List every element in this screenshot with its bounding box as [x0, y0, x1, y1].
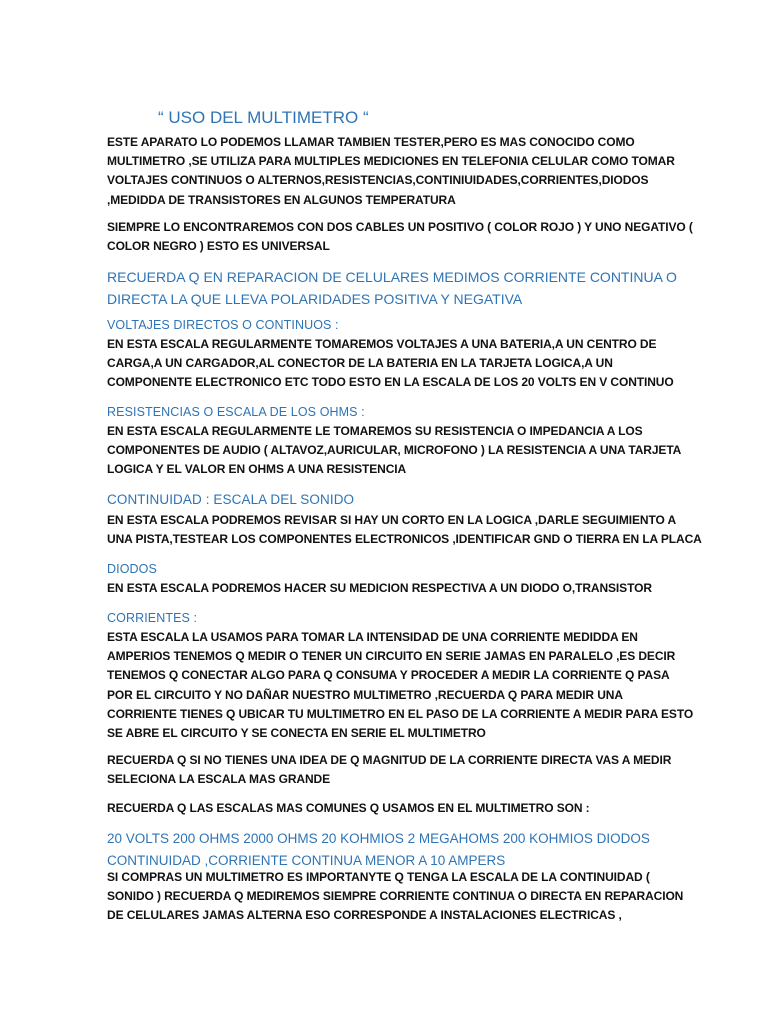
- paragraph-line: POR EL CIRCUITO Y NO DAÑAR NUESTRO MULTIMETRO ,RECUERDA Q PARA MEDIR UNA: [107, 687, 623, 702]
- reminder-line: RECUERDA Q EN REPARACION DE CELULARES MEDIMOS CORRIENTE CONTINUA O: [107, 269, 677, 285]
- section-heading-voltajes: VOLTAJES DIRECTOS O CONTINUOS :: [107, 318, 339, 332]
- paragraph-line: EN ESTA ESCALA REGULARMENTE TOMAREMOS VOLTAJES A UNA BATERIA,A UN CENTRO DE: [107, 337, 657, 351]
- resistencias-paragraph: [107, 422, 682, 480]
- paragraph-line: TENEMOS Q CONECTAR ALGO PARA Q CONSUMA Y PROCEDER A MEDIR LA CORRIENTE Q PASA: [107, 668, 670, 683]
- diodos-paragraph: [107, 579, 667, 598]
- reminder-scales-paragraph: [107, 799, 667, 818]
- section-heading-resistencias: RESISTENCIAS O ESCALA DE LOS OHMS :: [107, 405, 365, 419]
- scales-line: CONTINUIDAD ,CORRIENTE CONTINUA MENOR A 10 AMPERS: [107, 852, 506, 868]
- section-heading-corrientes: CORRIENTES :: [107, 611, 198, 625]
- paragraph-line: EN ESTA ESCALA REGULARMENTE LE TOMAREMOS SU RESISTENCIA O IMPEDANCIA A LOS: [107, 424, 643, 438]
- paragraph-line: LOGICA Y EL VALOR EN OHMS A UNA RESISTENCIA: [107, 462, 407, 477]
- paragraph-line: ,MEDIDDA DE TRANSISTORES EN ALGUNOS TEMPERATURA: [107, 192, 456, 207]
- paragraph-line: ESTE APARATO LO PODEMOS LLAMAR TAMBIEN TESTER,PERO ES MAS CONOCIDO COMO: [107, 135, 635, 149]
- intro-paragraph: [107, 133, 675, 210]
- paragraph-line: VOLTAJES CONTINUOS O ALTERNOS,RESISTENCIAS,CONTINIUIDADES,CORRIENTES,DIODOS: [107, 173, 649, 188]
- paragraph-line: ESTA ESCALA LA USAMOS PARA TOMAR LA INTENSIDAD DE UNA CORRIENTE MEDIDDA EN: [107, 630, 638, 644]
- continuidad-paragraph: [107, 511, 702, 549]
- paragraph-line: RECUERDA Q SI NO TIENES UNA IDEA DE Q MAGNITUD DE LA CORRIENTE DIRECTA VAS A MEDIR: [107, 753, 672, 767]
- paragraph-line: SIEMPRE LO ENCONTRAREMOS CON DOS CABLES UN POSITIVO ( COLOR ROJO ) Y UNO NEGATIVO (: [107, 220, 693, 234]
- paragraph-line: COMPONENTES DE AUDIO ( ALTAVOZ,AURICULAR, MICROFONO ) LA RESISTENCIA A UNA TARJETA: [107, 443, 682, 458]
- paragraph-line: RECUERDA Q LAS ESCALAS MAS COMUNES Q USAMOS EN EL MULTIMETRO SON :: [107, 801, 590, 815]
- reminder-magnitude-paragraph: [107, 751, 672, 789]
- cables-paragraph: [107, 218, 693, 256]
- section-heading-continuidad: CONTINUIDAD : ESCALA DEL SONIDO: [107, 492, 355, 507]
- paragraph-line: EN ESTA ESCALA PODREMOS HACER SU MEDICION RESPECTIVA A UN DIODO O,TRANSISTOR: [107, 581, 652, 595]
- scales-list: [107, 828, 667, 871]
- paragraph-line: CARGA,A UN CARGADOR,AL CONECTOR DE LA BATERIA EN LA TARJETA LOGICA,A UN: [107, 356, 613, 371]
- paragraph-line: DE CELULARES JAMAS ALTERNA ESO CORRESPONDE A INSTALACIONES ELECTRICAS ,: [107, 908, 622, 923]
- paragraph-line: MULTIMETRO ,SE UTILIZA PARA MULTIPLES MEDICIONES EN TELEFONIA CELULAR COMO TOMAR: [107, 154, 675, 169]
- section-heading-diodos: DIODOS: [107, 562, 157, 576]
- scales-line: 20 VOLTS 200 OHMS 2000 OHMS 20 KOHMIOS 2 MEGAHOMS 200 KOHMIOS DIODOS: [107, 831, 650, 846]
- paragraph-line: SONIDO ) RECUERDA Q MEDIREMOS SIEMPRE CORRIENTE CONTINUA O DIRECTA EN REPARACION: [107, 889, 684, 904]
- paragraph-line: EN ESTA ESCALA PODREMOS REVISAR SI HAY UN CORTO EN LA LOGICA ,DARLE SEGUIMIENTO A: [107, 513, 677, 527]
- paragraph-line: COLOR NEGRO ) ESTO ES UNIVERSAL: [107, 239, 330, 254]
- paragraph-line: SI COMPRAS UN MULTIMETRO ES IMPORTANYTE Q TENGA LA ESCALA DE LA CONTINUIDAD (: [107, 870, 650, 884]
- paragraph-line: SE ABRE EL CIRCUITO Y SE CONECTA EN SERIE EL MULTIMETRO: [107, 726, 486, 741]
- paragraph-line: CORRIENTE TIENES Q UBICAR TU MULTIMETRO EN EL PASO DE LA CORRIENTE A MEDIR PARA ESTO: [107, 706, 694, 721]
- corrientes-paragraph: [107, 628, 694, 743]
- paragraph-line: AMPERIOS TENEMOS Q MEDIR O TENER UN CIRCUITO EN SERIE JAMAS EN PARALELO ,ES DECIR: [107, 649, 676, 664]
- reminder-direct-current: [107, 267, 677, 310]
- reminder-line: DIRECTA LA QUE LLEVA POLARIDADES POSITIVA Y NEGATIVA: [107, 290, 523, 307]
- buying-paragraph: [107, 868, 684, 926]
- paragraph-line: COMPONENTE ELECTRONICO ETC TODO ESTO EN LA ESCALA DE LOS 20 VOLTS EN V CONTINUO: [107, 375, 674, 390]
- page-title: “ USO DEL MULTIMETRO “: [158, 108, 369, 127]
- voltajes-paragraph: [107, 335, 674, 393]
- paragraph-line: SELECIONA LA ESCALA MAS GRANDE: [107, 772, 331, 787]
- paragraph-line: UNA PISTA,TESTEAR LOS COMPONENTES ELECTRONICOS ,IDENTIFICAR GND O TIERRA EN LA PLACA: [107, 532, 702, 547]
